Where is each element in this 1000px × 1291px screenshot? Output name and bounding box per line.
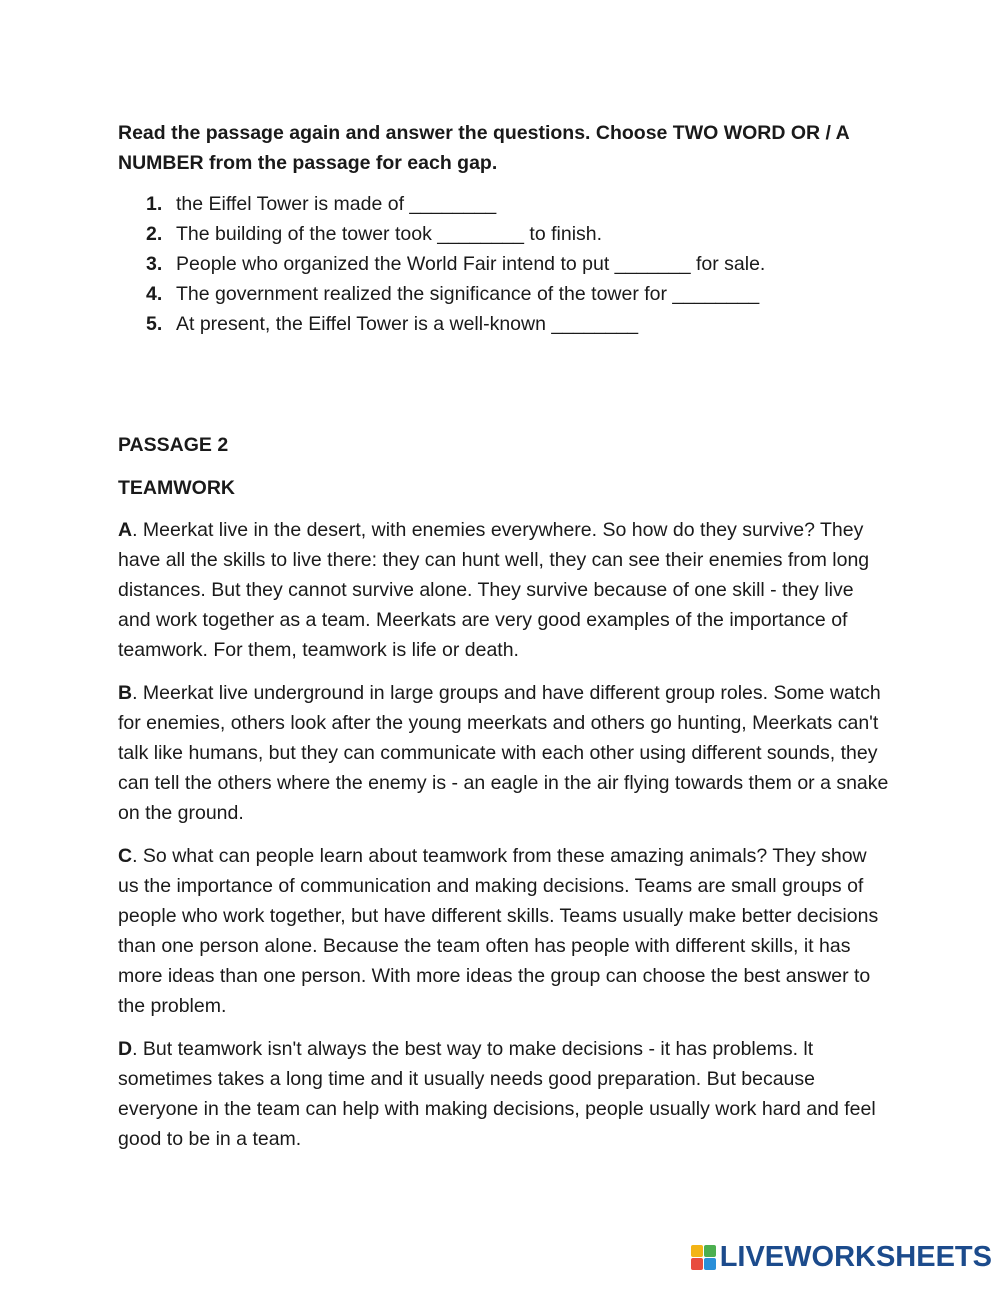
paragraph-text: . Meerkat live underground in large groups and have different group roles. Some watch for enemies, others look after the young meerkats and others go hunting, Meerkats can't talk like humans, but they can communicate with each other using different sounds, they caп tell the others where the enemy is - an eagle in the air flying towards them or a snake on the ground. [118,682,889,824]
logo-icon [691,1245,716,1270]
logo-square [691,1258,703,1270]
question-text: People who organized the World Fair intend to put _______ for sale. [176,253,766,275]
paragraph-d [118,1034,890,1154]
question-number: 5. [146,313,163,335]
question-number: 1. [146,193,163,215]
question-item [118,219,890,249]
paragraph-text: . So what can people learn about teamwork from these amazing animals? They show us the importance of communication and making decisions. Teams are small groups of people who work together, but have different skills. Teams usually make better decisions than one person alone. Because the team often has people with different skills, it has more ideas than one person. With more ideas the group can choose the best answer to the problem. [118,845,879,1017]
passage-title: TEAMWORK [118,477,235,499]
logo-square [704,1258,716,1270]
logo-square [691,1245,703,1257]
paragraph-letter: C [118,845,133,867]
question-text: The building of the tower took ________ to finish. [176,223,603,245]
question-number: 3. [146,253,163,275]
paragraph-letter: A [118,519,133,541]
passage-body [118,515,890,1167]
worksheet-page [118,118,890,1150]
paragraph-text: . But teamwork isn't always the best way to make decisions - it has problems. lt sometimes takes a long time and it usually needs good preparation. But because everyone in the team can help with making decisions, people usually work hard and feel good to be in a team. [118,1038,876,1150]
question-number: 2. [146,223,163,245]
paragraph-text: . Meerkat live in the desert, with enemies everywhere. So how do they survive? They have all the skills to live there: they can hunt well, they can see their enemies from long distances. But they cannot survive alone. They survive because of one skill - they live and work together as a team. Meerkats are very good examples of the importance of teamwork. For them, teamwork is life or death. [118,519,870,661]
question-text: At present, the Eiffel Tower is a well-known ________ [176,313,639,335]
logo-square [704,1245,716,1257]
paragraph-a [118,515,890,665]
question-item [118,309,890,339]
paragraph-letter: D [118,1038,133,1060]
question-item [118,279,890,309]
instructions: Read the passage again and answer the questions. Choose TWO WORD OR / A NUMBER from the passage for each gap. [118,122,850,174]
question-text: The government realized the significance of the tower for ________ [176,283,760,305]
liveworksheets-logo [691,1241,992,1274]
paragraph-b [118,678,890,828]
paragraph-letter: B [118,682,133,704]
question-list [118,189,890,339]
logo-text: LIVEWORKSHEETS [719,1241,992,1273]
question-item [118,249,890,279]
paragraph-c [118,841,890,1021]
passage-label: PASSAGE 2 [118,434,229,456]
question-text: the Eiffel Tower is made of ________ [176,193,497,215]
question-item [118,189,890,219]
question-number: 4. [146,283,163,305]
